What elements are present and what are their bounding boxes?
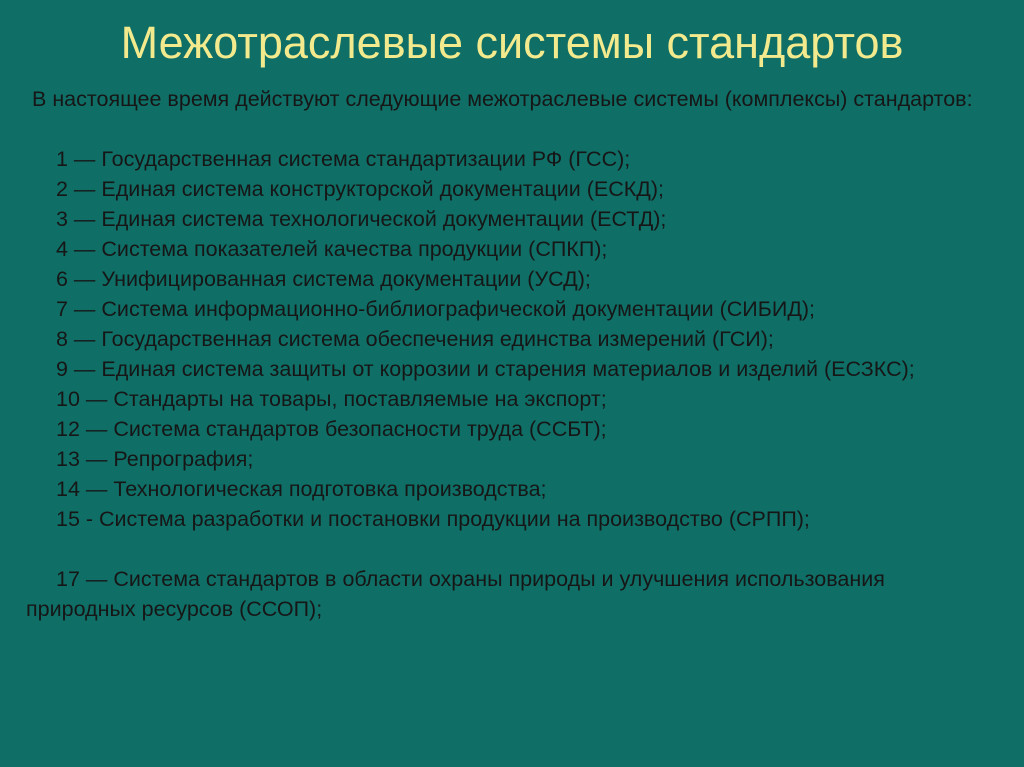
slide-title: Межотраслевые системы стандартов	[120, 17, 904, 68]
list-item: 1 — Государственная система стандартизации РФ (ГСС);	[56, 147, 631, 171]
slide-body	[26, 84, 986, 624]
list-item: 3 — Единая система технологической документации (ЕСТД);	[56, 207, 667, 231]
list-item: 4 — Система показателей качества продукции (СПКП);	[56, 237, 608, 261]
list-item: 10 — Стандарты на товары, поставляемые на экспорт;	[56, 387, 607, 411]
list-item: 9 — Единая система защиты от коррозии и старения материалов и изделий (ЕСЗКС);	[56, 357, 915, 381]
list-item: 13 — Репрография;	[56, 447, 254, 471]
list-item: 6 — Унифицированная система документации (УСД);	[56, 267, 591, 291]
list-item: 15 - Система разработки и постановки продукции на производство (СРПП);	[56, 507, 810, 531]
list-item: 12 — Система стандартов безопасности труда (ССБТ);	[56, 417, 607, 441]
list-item: 17 — Система стандартов в области охраны природы и улучшения использования природных ресурсов (ССОП);	[26, 567, 885, 621]
list-item: 7 — Система информационно-библиографической документации (СИБИД);	[56, 297, 816, 321]
list-item: 2 — Единая система конструкторской документации (ЕСКД);	[56, 177, 664, 201]
intro-paragraph: В настоящее время действуют следующие межотраслевые системы (комплексы) стандартов:	[32, 87, 973, 111]
list-item: 14 — Технологическая подготовка производства;	[56, 477, 547, 501]
standards-list	[26, 144, 986, 624]
list-item: 8 — Государственная система обеспечения единства измерений (ГСИ);	[56, 327, 774, 351]
